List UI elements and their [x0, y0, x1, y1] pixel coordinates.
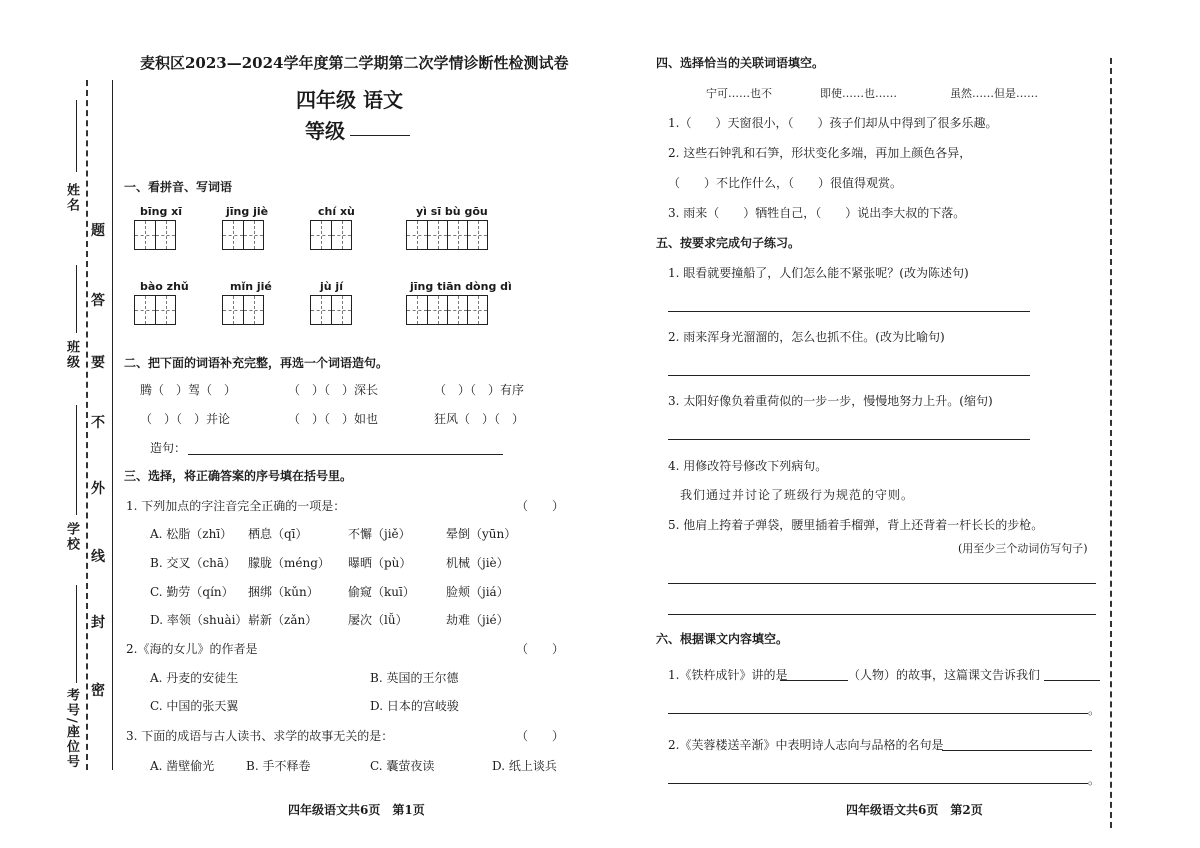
question-stem: 2.《海的女儿》的作者是	[126, 642, 258, 656]
option-item: 劫难（jié）	[446, 613, 509, 627]
pinyin-label: bào zhǔ	[140, 280, 189, 293]
answer-line[interactable]	[668, 713, 1088, 714]
sentence-question: 2. 雨来浑身光溜溜的，怎么也抓不住。(改为比喻句)	[668, 330, 945, 344]
instruction-note: (用至少三个动词仿写句子)	[958, 542, 1088, 555]
option-item: 不懈（jiě）	[348, 527, 411, 541]
section-5-heading: 五、按要求完成句子练习。	[656, 236, 801, 250]
exam-title: 麦积区2023—2024学年度第二学期第二次学情诊断性检测试卷	[140, 54, 569, 72]
section-6-heading: 六、根据课文内容填空。	[656, 632, 789, 646]
section-3-heading: 三、选择，将正确答案的序号填在括号里。	[124, 469, 353, 483]
option-item: C. 囊萤夜读	[370, 759, 435, 773]
name-label: 姓名	[64, 183, 79, 213]
fill-question: （人物）的故事，这篇课文告诉我们	[848, 668, 1041, 682]
sentence-answer-line[interactable]	[188, 454, 503, 455]
option-item: 曝晒（pù）	[348, 556, 412, 570]
idiom-blank[interactable]: （ ）（ ）有序	[434, 383, 525, 397]
seal-char: 题	[91, 223, 105, 239]
option-item: B. 手不释卷	[246, 759, 311, 773]
section-4-heading: 四、选择恰当的关联词语填空。	[656, 56, 825, 70]
writing-grid[interactable]	[222, 220, 264, 250]
answer-line[interactable]	[1044, 680, 1100, 681]
seal-char: 线	[91, 549, 105, 565]
fill-question[interactable]: 1.（ ）天窗很小，（ ）孩子们却从中得到了很多乐趣。	[668, 116, 998, 130]
option-item: 屡次（lǚ）	[348, 613, 408, 627]
option-item: 脸颊（jiá）	[446, 585, 509, 599]
option-item: 崭新（zǎn）	[248, 613, 318, 627]
sentence-question: 1. 眼看就要撞船了，人们怎么能不紧张呢？(改为陈述句)	[668, 266, 969, 280]
pinyin-label: jīng jiè	[226, 205, 269, 218]
answer-bracket[interactable]: （ ）	[516, 729, 565, 743]
period-mark: 。	[1088, 703, 1101, 717]
writing-grid[interactable]	[406, 220, 488, 250]
grade-field[interactable]	[350, 135, 410, 136]
seal-char: 密	[91, 683, 105, 699]
sentence-question: 5. 他肩上挎着子弹袋，腰里插着手榴弹，背上还背着一杆长长的步枪。	[668, 518, 1044, 532]
sentence-question: 3. 太阳好像负着重荷似的一步一步，慢慢地努力上升。(缩句)	[668, 394, 993, 408]
school-field-line[interactable]	[76, 405, 77, 515]
pinyin-label: jù jí	[320, 280, 343, 293]
idiom-blank[interactable]: 腾（ ）驾（ ）	[140, 383, 237, 397]
exam-no-field-line[interactable]	[76, 585, 77, 683]
idiom-blank[interactable]: （ ）（ ）并论	[140, 412, 231, 426]
answer-line[interactable]	[780, 680, 848, 681]
option-item: 栖息（qī）	[248, 527, 308, 541]
option-item: B. 交叉（chā）	[150, 556, 237, 570]
exam-no-label: 考号/座位号	[64, 688, 79, 770]
conjunction-option: 虽然……但是……	[950, 87, 1038, 100]
page-1-footer: 四年级语文共6页 第1页	[288, 803, 425, 817]
idiom-blank[interactable]: （ ）（ ）深长	[288, 383, 379, 397]
seal-char: 封	[91, 615, 105, 631]
answer-line[interactable]	[668, 614, 1096, 615]
conjunction-option: 即使……也……	[820, 87, 897, 100]
option-item: 机械（jiè）	[446, 556, 509, 570]
school-label: 学校	[64, 522, 79, 552]
answer-bracket[interactable]: （ ）	[516, 642, 565, 656]
class-label: 班级	[64, 340, 79, 370]
fill-question: 2.《芙蓉楼送辛渐》中表明诗人志向与品格的名句是	[668, 738, 944, 752]
answer-line[interactable]	[668, 311, 1030, 312]
sentence-question: 4. 用修改符号修改下列病句。	[668, 459, 828, 473]
answer-line[interactable]	[668, 783, 1088, 784]
section-2-heading: 二、把下面的词语补充完整，再选一个词语造句。	[124, 356, 389, 370]
seal-border-line	[112, 80, 113, 770]
option-item: A. 凿壁偷光	[150, 759, 215, 773]
name-field-line[interactable]	[76, 100, 77, 172]
option-item: 朦胧（méng）	[248, 556, 330, 570]
fill-question: 2. 这些石钟乳和石笋，形状变化多端，再加上颜色各异，	[668, 146, 972, 160]
option-item: 捆绑（kǔn）	[248, 585, 319, 599]
pinyin-label: chí xù	[318, 205, 355, 218]
binding-line	[86, 80, 88, 770]
section-1-heading: 一、看拼音、写词语	[124, 180, 233, 194]
pinyin-label: yì sī bù gōu	[416, 205, 488, 218]
idiom-blank[interactable]: （ ）（ ）如也	[288, 412, 379, 426]
writing-grid[interactable]	[134, 220, 176, 250]
answer-line[interactable]	[668, 375, 1030, 376]
sentence-label: 造句：	[150, 441, 187, 455]
answer-line[interactable]	[942, 750, 1092, 751]
seal-char: 答	[91, 293, 105, 309]
pinyin-label: mǐn jié	[230, 280, 272, 293]
option-item: C. 中国的张天翼	[150, 699, 239, 713]
writing-grid[interactable]	[310, 295, 352, 325]
idiom-blank[interactable]: 狂风（ ）（ ）	[434, 412, 525, 426]
page-subtitle: 四年级 语文	[296, 88, 403, 112]
period-mark: 。	[1088, 773, 1101, 787]
writing-grid[interactable]	[406, 295, 488, 325]
question-stem: 1. 下列加点的字注音完全正确的一项是：	[126, 499, 346, 513]
right-binding-line	[1110, 58, 1112, 828]
option-item: 晕倒（yūn）	[446, 527, 517, 541]
class-field-line[interactable]	[76, 265, 77, 333]
grade-label: 等级	[305, 119, 345, 143]
writing-grid[interactable]	[134, 295, 176, 325]
writing-grid[interactable]	[310, 220, 352, 250]
option-item: D. 率领（shuài）	[150, 613, 248, 627]
answer-line[interactable]	[668, 583, 1096, 584]
option-item: B. 英国的王尔德	[370, 671, 459, 685]
fill-question[interactable]: （ ）不比作什么，（ ）很值得观赏。	[668, 176, 903, 190]
conjunction-option: 宁可……也不	[706, 87, 772, 100]
option-item: A. 丹麦的安徒生	[150, 671, 239, 685]
question-stem: 3. 下面的成语与古人读书、求学的故事无关的是：	[126, 729, 394, 743]
pinyin-label: bīng xī	[140, 205, 183, 218]
fill-question: 1.《铁杵成针》讲的是	[668, 668, 788, 682]
option-item: D. 纸上谈兵	[492, 759, 557, 773]
writing-grid[interactable]	[222, 295, 264, 325]
option-item: 偷窥（kuī）	[348, 585, 415, 599]
pinyin-label: jīng tiān dòng dì	[410, 280, 512, 293]
option-item: A. 松脂（zhī）	[150, 527, 233, 541]
fill-question[interactable]: 3. 雨来（ ）牺牲自己，（ ）说出李大叔的下落。	[668, 206, 966, 220]
seal-char: 外	[91, 481, 105, 497]
option-item: C. 勤劳（qín）	[150, 585, 234, 599]
answer-line[interactable]	[668, 439, 1030, 440]
option-item: D. 日本的宫岐骏	[370, 699, 459, 713]
seal-char: 要	[91, 355, 105, 371]
sick-sentence[interactable]: 我们通过并讨论了班级行为规范的守则。	[680, 488, 915, 502]
seal-char: 不	[91, 415, 105, 431]
page-2-footer: 四年级语文共6页 第2页	[846, 803, 983, 817]
answer-bracket[interactable]: （ ）	[516, 499, 565, 513]
